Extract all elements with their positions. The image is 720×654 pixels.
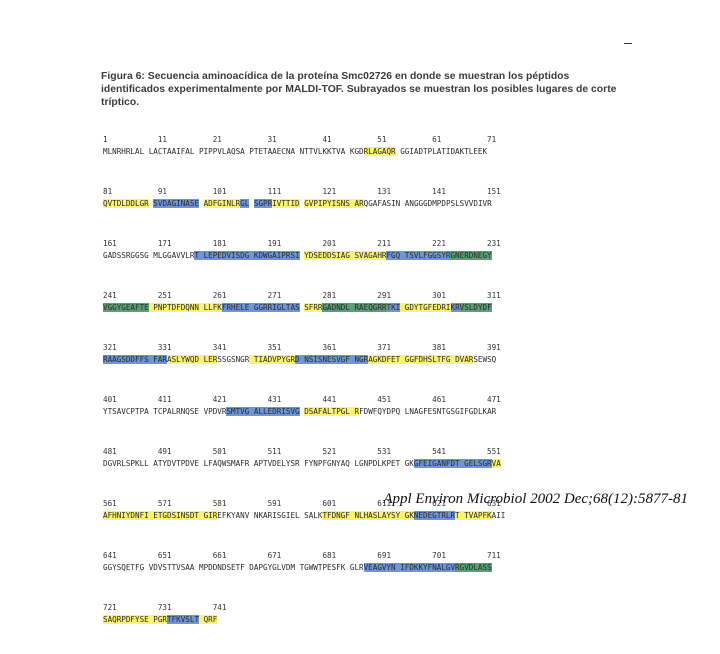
peptide-highlight: QRF [199,615,218,624]
position-numbers: 481 491 501 511 521 531 541 551 [103,447,501,456]
peptide-highlight: T TVAPFK [455,511,492,520]
residue-line [103,458,720,469]
residue-segment: SSGSNGR [217,355,250,364]
residue-segment: GADSSRGGSG MLGGAVVLR [103,251,195,260]
residue-line [103,562,720,573]
position-numbers: 641 651 661 671 681 691 701 711 [103,551,501,560]
sequence-row [103,550,720,602]
peptide-highlight: T LEPEDVISDG KDWGAIPRSI [194,251,300,260]
residue-line [103,198,720,209]
residue-segment: AII [491,511,506,520]
sequence-panel [103,134,720,654]
position-numbers: 401 411 421 431 441 451 461 471 [103,395,501,404]
peptide-highlight: RLAGAQR [363,147,396,156]
residue-segment: GGIADTPLATIDAKTLEEK [395,147,488,156]
residue-segment: DGVRLSPKLL ATYDVTPDVE LFAQWSMAFR APTVDELYSR FYNPFGNYAQ LGNPDLKPET GK [103,459,414,468]
sequence-row [103,186,720,238]
sequence-row [103,238,720,290]
peptide-highlight: PNPTDFDQNN LLFK [148,303,222,312]
peptide-highlight: SFRR [304,303,323,312]
residue-segment: SEWSQ [473,355,497,364]
residue-segment: QGAFASIN ANGGGDMPDPSLSVVDIVR [363,199,492,208]
peptide-highlight: ISVG [281,407,300,416]
peptide-highlight: NEDEGTRLR [413,511,456,520]
position-numbers: 161 171 181 191 201 211 221 231 [103,239,501,248]
peptide-highlight: RGVDLASS [455,563,492,572]
peptide-highlight: SGPR [253,199,273,208]
sequence-row [103,394,720,446]
residue-line [103,354,720,365]
position-numbers: 321 331 341 351 361 371 381 391 [103,343,501,352]
peptide-highlight: IVTTID [272,199,300,208]
peptide-highlight: VEAGVYN IFDKKYFNALGV [363,563,456,572]
peptide-highlight: DSAFALTPGL R [304,407,360,416]
residue-line [103,406,720,417]
peptide-highlight: D NSISNESVGF NGR [295,355,369,364]
peptide-highlight: TKI [386,303,401,312]
corner-dash [624,43,632,44]
peptide-highlight: TFDNGF NLHASLAYSY GK [322,511,414,520]
peptide-highlight: AFHNIYDNFI ETGDSINSDT GIR [103,511,218,520]
peptide-highlight: RAAGSDDFFS FAR [103,355,168,364]
peptide-highlight: GNERDNEGY [450,251,492,260]
peptide-highlight: KR [450,303,460,312]
position-numbers: 241 251 261 271 281 291 301 311 [103,291,501,300]
peptide-highlight: ADFGINLR [203,199,241,208]
peptide-highlight: GADNDL RAEQGRR [322,303,387,312]
residue-segment: EFKYANV NKARISGIEL SALK [217,511,323,520]
peptide-highlight: QVTDLDDLGR [103,199,149,208]
residue-line [103,250,720,261]
position-numbers: 561 571 581 591 601 611 621 631 [103,499,501,508]
peptide-highlight: TIADVPYGR [249,355,296,364]
peptide-highlight: ASLYWQD LER [167,355,218,364]
residue-segment: GGYSQETFG VDVSTTVSAA MPDDNDSETF DAPGYGLVDM TGWWTPESFK GLR [103,563,364,572]
peptide-highlight: VA [491,459,501,468]
peptide-highlight: GFEIGANFDT GELSGR [413,459,492,468]
sequence-row [103,290,720,342]
position-numbers: 81 91 101 111 121 131 141 151 [103,187,501,196]
residue-line [103,302,720,313]
residue-segment: MLNRHRLAL LACTAAIFAL PIPPVLAQSA PTETAAECNA NTTVLKKTVA KGD [103,147,364,156]
peptide-highlight: AGKDFET GGFDHSLTFG DVAR [368,355,474,364]
peptide-highlight: GDYTGFEDRI [400,303,451,312]
sequence-row [103,134,720,186]
peptide-highlight: TFKVSLT [167,615,200,624]
residue-segment: FDWFQYDPQ LNAGFESNTGSGIFGDLKAR [359,407,497,416]
position-numbers: 1 11 21 31 41 51 61 71 [103,135,497,144]
peptide-highlight: SMTVG ALLEDR [226,407,282,416]
peptide-highlight: SVDAGINASE [153,199,200,208]
peptide-highlight: YDSEDDSIAG SVAGAHR [304,251,387,260]
position-numbers: 721 731 741 [103,603,227,612]
peptide-highlight: VSLDYDF [459,303,492,312]
residue-segment: YTSAVCPTPA TCPALRNQSE VPDVR [103,407,227,416]
residue-line [103,614,720,625]
residue-segment [199,199,204,208]
peptide-highlight: SAQRPDFYSE PGR [103,615,168,624]
peptide-highlight: VGGYGEAFTE [103,303,149,312]
figure-caption: Figura 6: Secuencia aminoacídica de la proteína Smc02726 en donde se muestran los péptidos identificados experimentalmente por MALDI-TOF. Subrayados se muestran los posibles lugares de corte tríptico. [101,71,617,108]
peptide-highlight: FRHELE GGRRIGLTAS [221,303,300,312]
sequence-row [103,602,720,654]
peptide-highlight: GVPIPYISNS AR [304,199,364,208]
citation: Appl Environ Microbiol 2002 Dec;68(12):5877-81 [383,491,688,507]
residue-line [103,510,720,521]
sequence-row [103,342,720,394]
residue-line [103,146,720,157]
peptide-highlight: GL [240,199,250,208]
peptide-highlight: FGQ TSVLFGGSYR [386,251,451,260]
